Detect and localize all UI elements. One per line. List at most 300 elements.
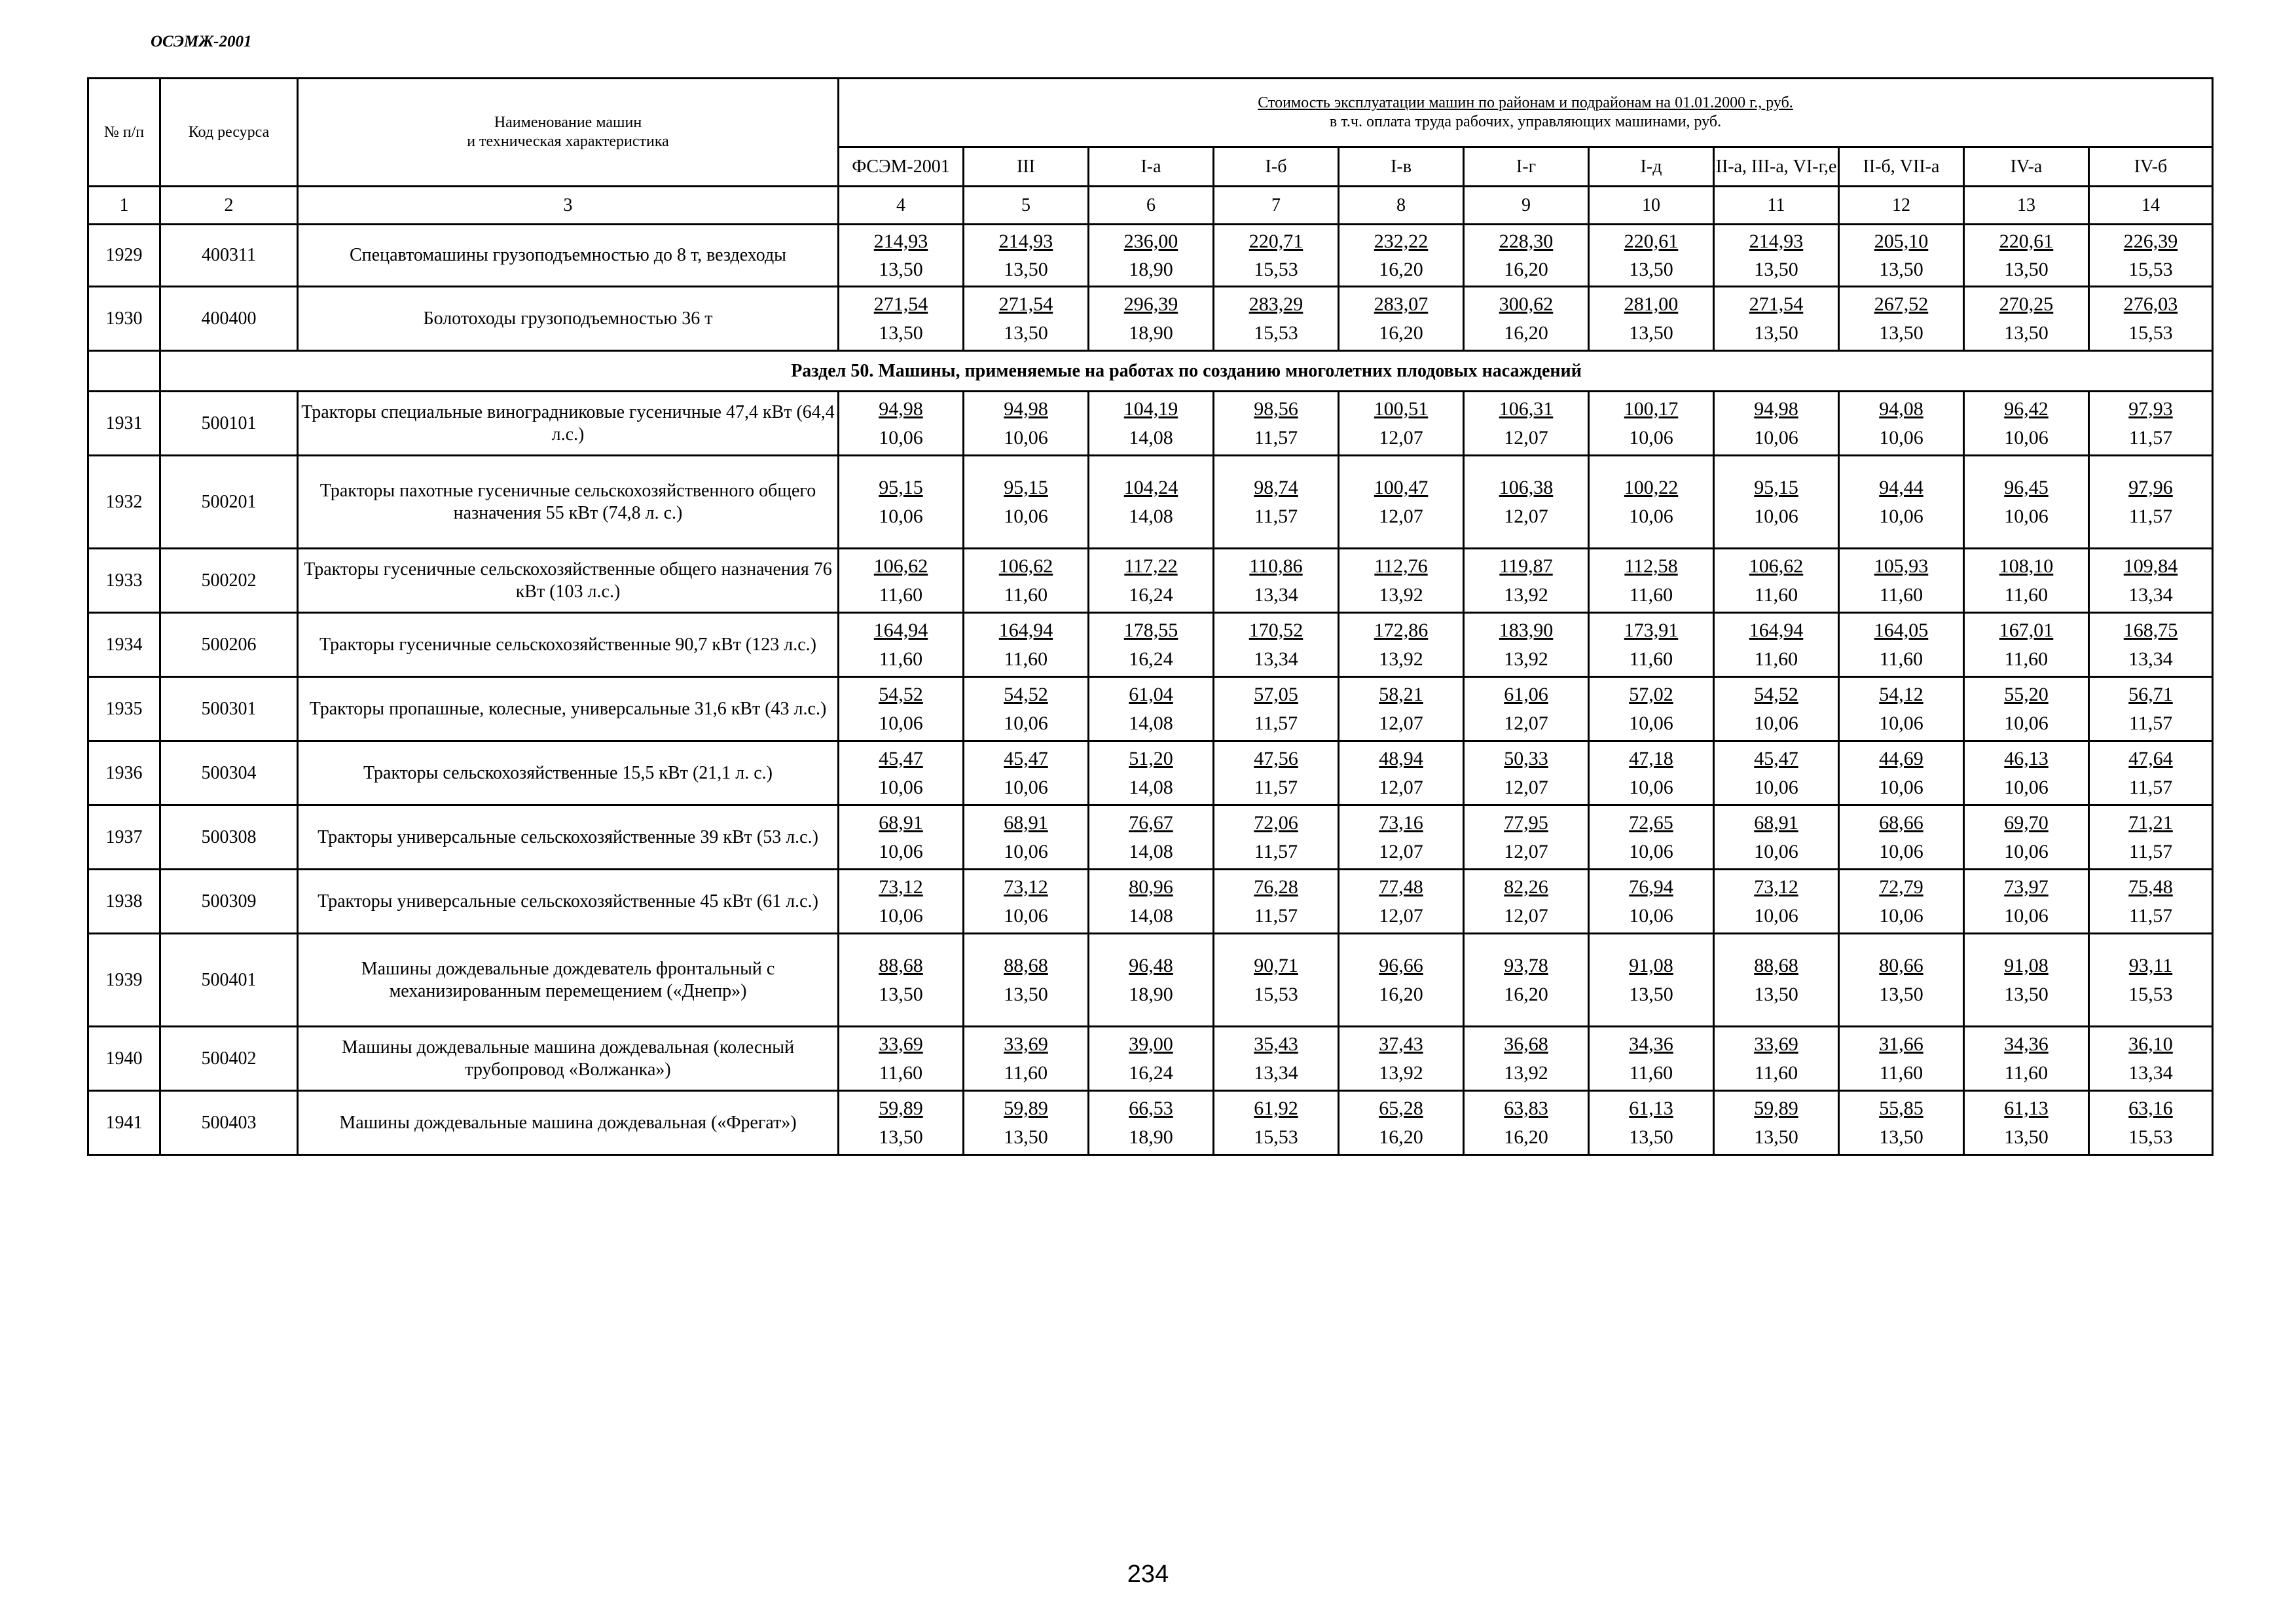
operator-wage: 11,57: [2128, 904, 2173, 927]
operator-wage: 11,57: [1254, 712, 1298, 734]
cost-cell: [839, 392, 964, 456]
table-row: [88, 613, 2213, 677]
operating-cost: 105,93: [1874, 555, 1929, 577]
row-number: 1934: [88, 613, 160, 677]
operator-wage: 13,50: [1004, 1126, 1048, 1148]
operating-cost: 100,47: [1374, 477, 1429, 498]
operator-wage: 12,07: [1504, 712, 1548, 734]
cost-cell: [1839, 456, 1964, 549]
cost-cell: [2089, 741, 2213, 805]
operator-wage: 10,06: [879, 776, 923, 798]
operator-wage: 13,92: [1379, 1061, 1423, 1084]
operator-wage: 11,60: [2004, 1061, 2049, 1084]
operator-wage: 13,50: [1879, 983, 1923, 1005]
operating-cost: 220,61: [1624, 230, 1679, 252]
operator-wage: 12,07: [1379, 840, 1423, 862]
cost-cell: [1964, 225, 2089, 287]
cost-cell: [2089, 870, 2213, 934]
operating-cost: 164,94: [998, 619, 1053, 641]
cost-cell: [1589, 1091, 1714, 1155]
operator-wage: 11,60: [2004, 648, 2049, 670]
operating-cost: 106,62: [873, 555, 928, 577]
cost-cell: [1464, 805, 1589, 870]
operating-cost: 68,66: [1879, 812, 1923, 834]
operating-cost: 112,58: [1624, 555, 1678, 577]
cost-cell: [1964, 1027, 2089, 1091]
operating-cost: 56,71: [2128, 684, 2173, 705]
operator-wage: 10,06: [1629, 776, 1673, 798]
cost-cell: [1964, 549, 2089, 613]
operator-wage: 10,06: [1879, 426, 1923, 449]
row-number: 1938: [88, 870, 160, 934]
cost-cell: [1464, 934, 1589, 1027]
operating-cost: 57,05: [1254, 684, 1298, 705]
operating-cost: 47,18: [1629, 748, 1673, 769]
operating-cost: 59,89: [879, 1098, 923, 1119]
cost-cell: [964, 287, 1089, 351]
operating-cost: 46,13: [2004, 748, 2049, 769]
operator-wage: 12,07: [1379, 426, 1423, 449]
operator-wage: 16,20: [1379, 983, 1423, 1005]
cost-cell: [964, 741, 1089, 805]
row-number: 1932: [88, 456, 160, 549]
operating-cost: 61,04: [1129, 684, 1173, 705]
operator-wage: 10,06: [1879, 505, 1923, 527]
operator-wage: 13,34: [1254, 648, 1298, 670]
cost-cell: [1214, 870, 1339, 934]
operator-wage: 11,60: [1004, 583, 1048, 606]
operating-cost: 98,56: [1254, 398, 1298, 420]
header-column-number: 8: [1339, 187, 1464, 225]
cost-cell: [1089, 225, 1214, 287]
cost-cell: [839, 613, 964, 677]
header-region: I-б: [1214, 147, 1339, 187]
operating-cost: 54,52: [1754, 684, 1798, 705]
cost-cell: [839, 805, 964, 870]
operating-cost: 66,53: [1129, 1098, 1173, 1119]
cost-cell: [964, 805, 1089, 870]
operating-cost: 37,43: [1379, 1033, 1423, 1055]
operator-wage: 14,08: [1129, 840, 1173, 862]
operator-wage: 16,20: [1504, 322, 1548, 344]
operator-wage: 10,06: [1754, 776, 1798, 798]
cost-cell: [1964, 456, 2089, 549]
cost-cell: [1714, 870, 1839, 934]
operator-wage: 13,50: [1754, 983, 1798, 1005]
cost-cell: [1714, 392, 1839, 456]
operating-cost: 96,48: [1129, 955, 1173, 976]
machine-name: Тракторы гусеничные сельскохозяйственные 90,7 кВт (123 л.с.): [298, 613, 839, 677]
cost-cell: [1464, 225, 1589, 287]
operating-cost: 119,87: [1499, 555, 1553, 577]
operator-wage: 13,34: [2128, 583, 2173, 606]
cost-cell: [1589, 225, 1714, 287]
cost-cell: [1339, 1027, 1464, 1091]
header-column-number: 6: [1089, 187, 1214, 225]
operator-wage: 13,92: [1504, 648, 1548, 670]
cost-cell: [1339, 549, 1464, 613]
operator-wage: 15,53: [1254, 1126, 1298, 1148]
operating-cost: 72,79: [1879, 876, 1923, 898]
operating-cost: 76,94: [1629, 876, 1673, 898]
cost-cell: [1964, 613, 2089, 677]
operator-wage: 15,53: [2128, 322, 2173, 344]
resource-code: 500401: [160, 934, 298, 1027]
operator-wage: 16,20: [1504, 983, 1548, 1005]
header-cost-subtitle: в т.ч. оплата труда рабочих, управляющих машинами, руб.: [1329, 113, 1722, 130]
operator-wage: 13,50: [1879, 322, 1923, 344]
cost-cell: [1089, 805, 1214, 870]
operator-wage: 13,92: [1379, 648, 1423, 670]
operating-cost: 236,00: [1123, 230, 1178, 252]
cost-cell: [1964, 741, 2089, 805]
operating-cost: 88,68: [879, 955, 923, 976]
operator-wage: 13,50: [1629, 983, 1673, 1005]
table-row: [88, 1027, 2213, 1091]
cost-cell: [2089, 677, 2213, 741]
operator-wage: 10,06: [879, 505, 923, 527]
row-number: 1937: [88, 805, 160, 870]
operator-wage: 16,20: [1379, 1126, 1423, 1148]
machine-name: Тракторы пропашные, колесные, универсальные 31,6 кВт (43 л.с.): [298, 677, 839, 741]
operating-cost: 73,12: [1754, 876, 1798, 898]
cost-cell: [964, 934, 1089, 1027]
cost-cell: [1714, 613, 1839, 677]
operating-cost: 220,61: [1999, 230, 2054, 252]
operating-cost: 226,39: [2123, 230, 2178, 252]
operating-cost: 61,13: [2004, 1098, 2049, 1119]
operating-cost: 178,55: [1123, 619, 1178, 641]
section-title: Раздел 50. Машины, применяемые на работах по созданию многолетних плодовых насаждений: [160, 351, 2213, 392]
operator-wage: 10,06: [1754, 840, 1798, 862]
operating-cost: 47,56: [1254, 748, 1298, 769]
operating-cost: 104,24: [1123, 477, 1178, 498]
cost-cell: [839, 870, 964, 934]
operating-cost: 93,11: [2128, 955, 2173, 976]
operating-cost: 73,12: [1004, 876, 1048, 898]
cost-cell: [839, 1027, 964, 1091]
operating-cost: 76,67: [1129, 812, 1173, 834]
operator-wage: 11,57: [1254, 904, 1298, 927]
table-row: [88, 805, 2213, 870]
header-region: IV-а: [1964, 147, 2089, 187]
operator-wage: 11,57: [2128, 426, 2173, 449]
operating-cost: 50,33: [1504, 748, 1548, 769]
operating-cost: 164,05: [1874, 619, 1929, 641]
row-number: 1935: [88, 677, 160, 741]
operating-cost: 34,36: [1629, 1033, 1673, 1055]
operating-cost: 51,20: [1129, 748, 1173, 769]
cost-cell: [1464, 1091, 1589, 1155]
operator-wage: 13,50: [879, 1126, 923, 1148]
operator-wage: 10,06: [1629, 426, 1673, 449]
table-row: [88, 741, 2213, 805]
cost-cell: [1839, 549, 1964, 613]
cost-cell: [1339, 1091, 1464, 1155]
machine-name: Спецавтомашины грузоподъемностью до 8 т, вездеходы: [298, 225, 839, 287]
operator-wage: 10,06: [879, 426, 923, 449]
cost-cell: [2089, 456, 2213, 549]
operator-wage: 16,20: [1504, 259, 1548, 280]
cost-cell: [1339, 287, 1464, 351]
row-number: 1939: [88, 934, 160, 1027]
table-row: [88, 934, 2213, 1027]
cost-cell: [1714, 1091, 1839, 1155]
operator-wage: 10,06: [2004, 904, 2049, 927]
operator-wage: 13,92: [1504, 1061, 1548, 1084]
operating-cost: 98,74: [1254, 477, 1298, 498]
operating-cost: 112,76: [1374, 555, 1428, 577]
operating-cost: 117,22: [1124, 555, 1178, 577]
operating-cost: 77,48: [1379, 876, 1423, 898]
cost-cell: [1214, 805, 1339, 870]
operating-cost: 205,10: [1874, 230, 1929, 252]
operating-cost: 95,15: [879, 477, 923, 498]
resource-code: 500308: [160, 805, 298, 870]
operator-wage: 18,90: [1129, 983, 1173, 1005]
machine-name: Тракторы пахотные гусеничные сельскохозяйственного общего назначения 55 кВт (74,8 л. с.): [298, 456, 839, 549]
cost-cell: [1714, 934, 1839, 1027]
operating-cost: 267,52: [1874, 293, 1929, 315]
operator-wage: 11,60: [879, 648, 923, 670]
operating-cost: 183,90: [1499, 619, 1554, 641]
cost-cell: [1589, 870, 1714, 934]
operator-wage: 10,06: [2004, 840, 2049, 862]
operator-wage: 11,60: [1004, 648, 1048, 670]
operating-cost: 283,29: [1248, 293, 1303, 315]
cost-cell: [1714, 1027, 1839, 1091]
operating-cost: 90,71: [1254, 955, 1298, 976]
operator-wage: 10,06: [1629, 904, 1673, 927]
operator-wage: 10,06: [1879, 840, 1923, 862]
operating-cost: 47,64: [2128, 748, 2173, 769]
operating-cost: 283,07: [1374, 293, 1429, 315]
operating-cost: 100,22: [1624, 477, 1679, 498]
operator-wage: 11,57: [1254, 840, 1298, 862]
machine-name: Тракторы специальные виноградниковые гусеничные 47,4 кВт (64,4 л.с.): [298, 392, 839, 456]
operating-cost: 100,17: [1624, 398, 1679, 420]
operating-cost: 63,83: [1504, 1098, 1548, 1119]
operating-cost: 80,96: [1129, 876, 1173, 898]
operator-wage: 10,06: [1004, 840, 1048, 862]
operating-cost: 59,89: [1004, 1098, 1048, 1119]
header-row-column-numbers: [88, 187, 2213, 225]
operator-wage: 18,90: [1129, 1126, 1173, 1148]
cost-cell: [1839, 741, 1964, 805]
operating-cost: 296,39: [1123, 293, 1178, 315]
operating-cost: 173,91: [1624, 619, 1679, 641]
row-number: 1933: [88, 549, 160, 613]
table-row: [88, 1091, 2213, 1155]
cost-cell: [1964, 805, 2089, 870]
header-column-number: 12: [1839, 187, 1964, 225]
table-row: [88, 456, 2213, 549]
operator-wage: 15,53: [2128, 1126, 2173, 1148]
cost-cell: [1589, 805, 1714, 870]
resource-code: 500201: [160, 456, 298, 549]
table-row: [88, 870, 2213, 934]
cost-cell: [1214, 287, 1339, 351]
operating-cost: 106,62: [1749, 555, 1804, 577]
operating-cost: 94,98: [1004, 398, 1048, 420]
row-number: 1941: [88, 1091, 160, 1155]
operating-cost: 220,71: [1248, 230, 1303, 252]
operating-cost: 97,93: [2128, 398, 2173, 420]
header-column-number: 1: [88, 187, 160, 225]
cost-cell: [839, 1091, 964, 1155]
cost-cell: [1214, 1027, 1339, 1091]
operating-cost: 106,31: [1499, 398, 1554, 420]
cost-cell: [1589, 613, 1714, 677]
operator-wage: 10,06: [1004, 776, 1048, 798]
operating-cost: 93,78: [1504, 955, 1548, 976]
operator-wage: 10,06: [1754, 904, 1798, 927]
operating-cost: 61,06: [1504, 684, 1548, 705]
operating-cost: 164,94: [873, 619, 928, 641]
operator-wage: 11,57: [2128, 776, 2173, 798]
operating-cost: 170,52: [1248, 619, 1303, 641]
cost-cell: [1964, 934, 2089, 1027]
operating-cost: 55,85: [1879, 1098, 1923, 1119]
table-row: [88, 392, 2213, 456]
operator-wage: 14,08: [1129, 712, 1173, 734]
cost-cell: [1214, 392, 1339, 456]
operator-wage: 16,24: [1129, 648, 1173, 670]
cost-cell: [1214, 613, 1339, 677]
resource-code: 500101: [160, 392, 298, 456]
operator-wage: 14,08: [1129, 426, 1173, 449]
operating-cost: 73,16: [1379, 812, 1423, 834]
cost-cell: [839, 677, 964, 741]
operator-wage: 13,50: [1004, 322, 1048, 344]
cost-cell: [2089, 805, 2213, 870]
header-col-name: [298, 79, 839, 187]
header-region: IV-б: [2089, 147, 2213, 187]
operator-wage: 15,53: [1254, 259, 1298, 280]
operating-cost: 106,38: [1499, 477, 1554, 498]
cost-cell: [1839, 934, 1964, 1027]
header-row-1: [88, 79, 2213, 147]
header-col-code: Код ресурса: [160, 79, 298, 187]
operator-wage: 11,60: [1629, 648, 1673, 670]
operator-wage: 10,06: [2004, 426, 2049, 449]
operator-wage: 16,24: [1129, 583, 1173, 606]
operating-cost: 100,51: [1374, 398, 1429, 420]
operating-cost: 94,44: [1879, 477, 1923, 498]
resource-code: 500202: [160, 549, 298, 613]
row-number: 1929: [88, 225, 160, 287]
cost-cell: [964, 1091, 1089, 1155]
cost-cell: [2089, 549, 2213, 613]
operator-wage: 10,06: [1879, 904, 1923, 927]
operating-cost: 58,21: [1379, 684, 1423, 705]
operating-cost: 94,08: [1879, 398, 1923, 420]
operator-wage: 10,06: [1754, 426, 1798, 449]
header-cost-group: [839, 79, 2213, 147]
operating-cost: 77,95: [1504, 812, 1548, 834]
operator-wage: 11,57: [1254, 426, 1298, 449]
operating-cost: 45,47: [879, 748, 923, 769]
operating-cost: 172,86: [1374, 619, 1429, 641]
operating-cost: 228,30: [1499, 230, 1554, 252]
operator-wage: 10,06: [879, 712, 923, 734]
cost-cell: [1839, 1027, 1964, 1091]
operating-cost: 54,52: [879, 684, 923, 705]
operator-wage: 10,06: [2004, 712, 2049, 734]
resource-code: 500309: [160, 870, 298, 934]
row-number: 1940: [88, 1027, 160, 1091]
operator-wage: 13,50: [1004, 259, 1048, 280]
operator-wage: 10,06: [1004, 505, 1048, 527]
cost-cell: [1714, 456, 1839, 549]
cost-cell: [1089, 549, 1214, 613]
operating-cost: 96,42: [2004, 398, 2049, 420]
operating-cost: 167,01: [1999, 619, 2054, 641]
cost-cell: [1964, 677, 2089, 741]
header-column-number: 13: [1964, 187, 2089, 225]
operator-wage: 18,90: [1129, 259, 1173, 280]
cost-cell: [1964, 392, 2089, 456]
operating-cost: 88,68: [1754, 955, 1798, 976]
operator-wage: 13,50: [2004, 983, 2049, 1005]
operator-wage: 15,53: [1254, 983, 1298, 1005]
operator-wage: 16,20: [1379, 322, 1423, 344]
cost-cell: [1089, 934, 1214, 1027]
operator-wage: 10,06: [1004, 426, 1048, 449]
operator-wage: 13,34: [2128, 648, 2173, 670]
operator-wage: 11,57: [1254, 776, 1298, 798]
operating-cost: 63,16: [2128, 1098, 2173, 1119]
operator-wage: 12,07: [1504, 840, 1548, 862]
operator-wage: 11,60: [2004, 583, 2049, 606]
operator-wage: 15,53: [2128, 983, 2173, 1005]
operating-cost: 95,15: [1004, 477, 1048, 498]
operator-wage: 10,06: [1629, 712, 1673, 734]
cost-cell: [1339, 805, 1464, 870]
operator-wage: 15,53: [1254, 322, 1298, 344]
header-region: ФСЭМ-2001: [839, 147, 964, 187]
operator-wage: 13,50: [1754, 1126, 1798, 1148]
header-column-number: 11: [1714, 187, 1839, 225]
operator-wage: 10,06: [2004, 776, 2049, 798]
cost-cell: [964, 225, 1089, 287]
table-row: [88, 549, 2213, 613]
operating-cost: 80,66: [1879, 955, 1923, 976]
cost-cell: [1839, 225, 1964, 287]
operating-cost: 45,47: [1754, 748, 1798, 769]
operating-cost: 271,54: [998, 293, 1053, 315]
header-col-no: № п/п: [88, 79, 160, 187]
cost-cell: [839, 741, 964, 805]
cost-cell: [1964, 1091, 2089, 1155]
resource-code: 500304: [160, 741, 298, 805]
operating-cost: 110,86: [1249, 555, 1303, 577]
cost-cell: [1339, 934, 1464, 1027]
cost-cell: [1089, 456, 1214, 549]
operator-wage: 16,24: [1129, 1061, 1173, 1084]
cost-cell: [1589, 741, 1714, 805]
cost-cell: [1464, 870, 1589, 934]
operator-wage: 10,06: [879, 904, 923, 927]
cost-cell: [1214, 549, 1339, 613]
cost-cell: [839, 287, 964, 351]
operator-wage: 12,07: [1379, 904, 1423, 927]
machine-cost-table: [87, 77, 2214, 1156]
cost-cell: [1839, 287, 1964, 351]
table-row: [88, 677, 2213, 741]
operating-cost: 270,25: [1999, 293, 2054, 315]
operator-wage: 11,60: [879, 1061, 923, 1084]
